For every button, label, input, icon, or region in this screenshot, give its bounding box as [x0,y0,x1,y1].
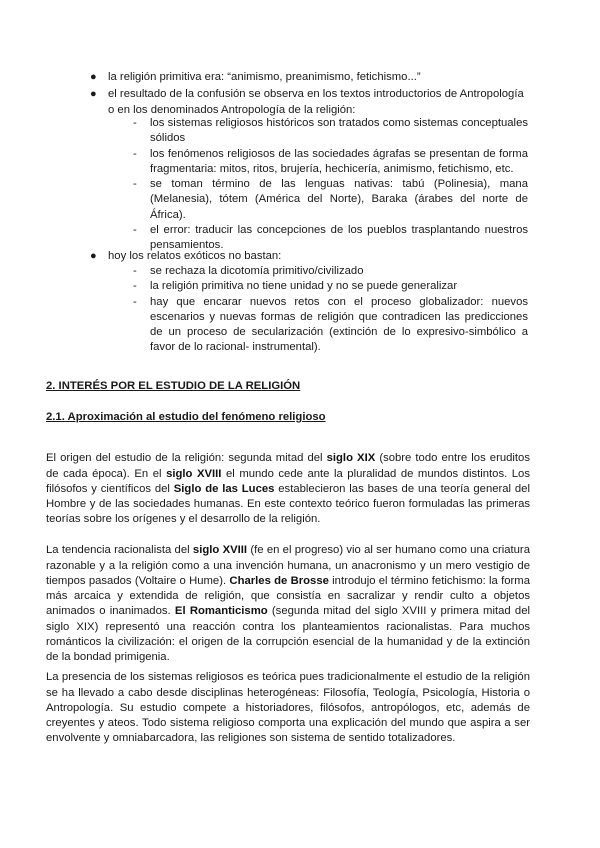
bullet-icon: ● [90,71,97,83]
dash-item: - los sistemas religiosos históricos son tratados como sistemas conceptuales sólidos [133,117,528,145]
paragraph-rationalism: La tendencia racionalista del siglo XVIII (fe en el progreso) vio al ser humano como una criatura razonable y a la religión como a una invención humana, un anacronismo y un mero vestigio de tiempos pasados (Voltaire o Hume). Charles de Brosse introdujo el término fetichismo: la forma más arcaica y extendida de religión, que consistía en sacralizar y rendir culto a objetos animados o inanimados. El Romanticismo (segunda mitad del siglo XVIII y primera mitad del siglo XIX) representó una reacción contra los planteamientos racionalistas. Para muchos románticos la civilización: el origen de la corrupción esencial de la humanidad y de la extinción de la bondad primigenia. [46,544,530,664]
dash-item: - la religión primitiva no tiene unidad y no se puede generalizar [133,280,458,293]
bullet-icon: ● [90,88,97,101]
dash-text: la religión primitiva no tiene unidad y no se puede generalizar [150,280,458,293]
dash-text: los sistemas religiosos históricos son tratados como sistemas conceptuales sólidos [150,117,528,145]
dash-item: - se rechaza la dicotomía primitivo/civilizado [133,265,364,277]
dash-item: - el error: traducir las concepciones de los pueblos trasplantando nuestros pensamientos. [133,224,528,252]
dash-text: el error: traducir las concepciones de los pueblos trasplantando nuestros pensamientos. [150,224,528,252]
dash-text: hay que encarar nuevos retos con el proceso globalizador: nuevos escenarios y nuevas formas de religión que contradicen las predicciones de un proceso de secularización (extinción de lo expresivo-simbólico a favor de lo racional- instrumental). [150,295,528,354]
dash-text: se toman término de las lenguas nativas: tabú (Polinesia), mana (Melanesia), tótem (América del Norte), Baraka (árabes del norte de África). [150,178,528,221]
dash-list-today [133,264,528,356]
paragraph-origin: El origen del estudio de la religión: segunda mitad del siglo XIX (sobre todo entre los eruditos de cada época). En el siglo XVIII el mundo cede ante la pluralidad de mundos distintos. Los filósofos y científicos del Siglo de las Luces establecieron las bases de una teoría general del Hombre y de las sociedades humanas. En este contexto teórico fueron formuladas las primeras teorías sobre los orígenes y el desarrollo de la religión. [46,452,530,526]
bullet-icon: ● [90,250,97,262]
dash-item: - los fenómenos religiosos de las sociedades ágrafas se presentan de forma fragmentaria: mitos, ritos, brujería, hechicería, animismo, fetichismo, etc. [133,147,528,175]
dash-text: los fenómenos religiosos de las sociedades ágrafas se presentan de forma fragmentaria: mitos, ritos, brujería, hechicería, animismo, fetichismo, etc. [150,147,528,175]
dash-text: se rechaza la dicotomía primitivo/civilizado [150,265,364,277]
dash-item: - se toman término de las lenguas nativas: tabú (Polinesia), mana (Melanesia), tótem (América del Norte), Baraka (árabes del norte de África). [133,178,528,221]
bullet-item-confusion [90,87,530,118]
bullet-item-primitive-religion [90,70,530,85]
dash-item: - hay que encarar nuevos retos con el proceso globalizador: nuevos escenarios y nuevas formas de religión que contradicen las predicciones de un proceso de secularización (extinción de lo expresivo-simbólico a favor de lo racional- instrumental). [133,295,528,354]
bullet-text: el resultado de la confusión se observa en los textos introductorios de Antropología o en los denominados Antropología de la religión: [108,88,524,116]
bullet-list-top [90,70,530,118]
bullet-text: hoy los relatos exóticos no bastan: [108,250,282,262]
bullet-list-today [90,249,530,264]
paragraph-religious-systems: La presencia de los sistemas religiosos es teórica pues tradicionalmente el estudio de la religión se ha llevado a cabo desde disciplinas heterogéneas: Filosofía, Teología, Psicología, Historia o Antropología. Su estudio compete a historiadores, filósofos, antropólogos, etc, además de creyentes y ateos. Todo sistema religioso comporta una explicación del mundo que aspira a ser envolvente y omniabarcadora, las religiones son sistema de sentido totalizadores. [46,671,530,745]
subsection-heading: 2.1. Aproximación al estudio del fenómeno religioso [46,411,326,423]
bullet-text: la religión primitiva era: “animismo, preanimismo, fetichismo...” [108,71,421,83]
bullet-item-exotic-stories [90,249,530,264]
section-heading: 2. INTERÉS POR EL ESTUDIO DE LA RELIGIÓN [46,380,301,392]
dash-list-confusion [133,116,528,254]
